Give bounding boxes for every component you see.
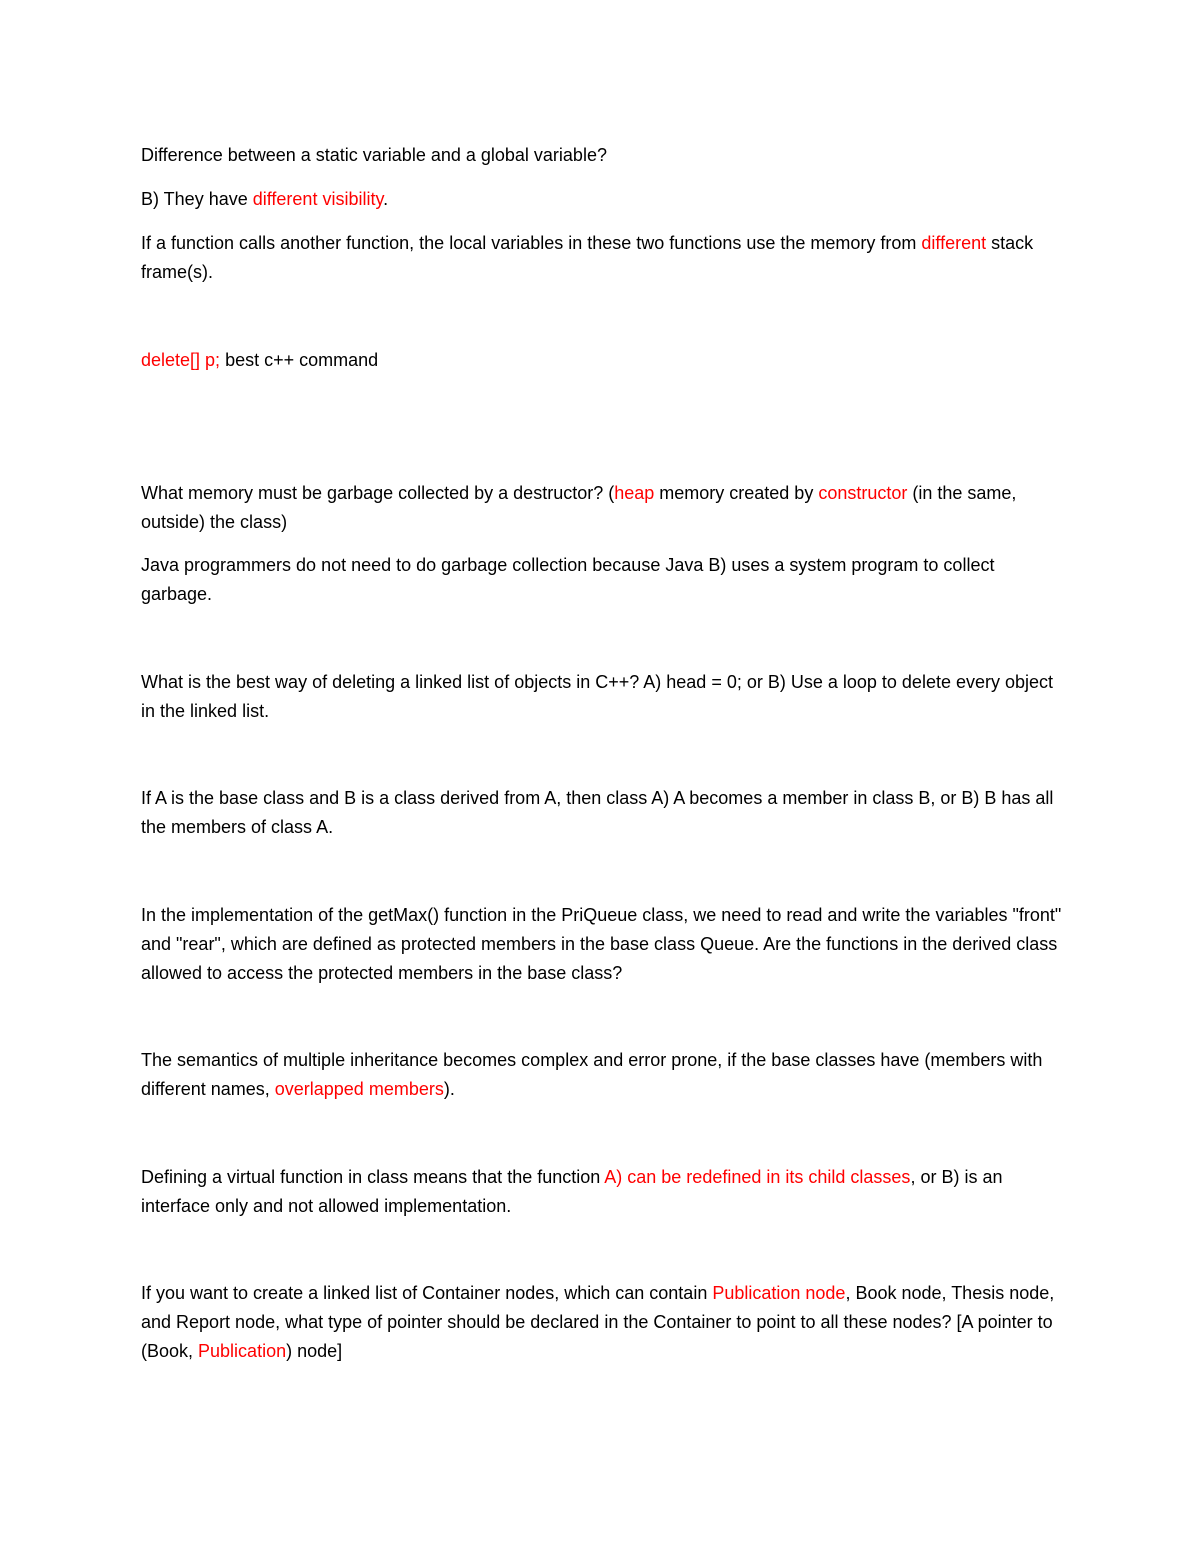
statement-prefix: If a function calls another function, the local variables in these two functions use the memory from	[141, 233, 922, 253]
statement-suffix: best c++ command	[220, 350, 379, 370]
question-prefix: Defining a virtual function in class means that the function	[141, 1167, 605, 1187]
highlighted-answer: heap	[614, 483, 655, 503]
question-prefix: What memory must be garbage collected by a destructor? (	[141, 483, 615, 503]
question-prefix: The semantics of multiple inheritance becomes complex and error prone, if the base classes have (members with different names,	[141, 1050, 1043, 1099]
statement-text: Java programmers do not need to do garbage collection because Java B) uses a system program to collect garbage.	[141, 555, 995, 604]
question-static-vs-global	[141, 141, 1066, 170]
question-middle: , Book node, Thesis node, and Report node, what type of pointer should be declared in the Container to point to all these nodes? [A pointer to (Book,	[141, 1283, 1055, 1361]
question-base-derived-class	[141, 784, 1066, 842]
answer-prefix: B) They have	[141, 189, 253, 209]
question-text: Difference between a static variable and a global variable?	[141, 145, 607, 165]
question-suffix: ).	[443, 1079, 455, 1099]
question-prefix: If you want to create a linked list of Container nodes, which can contain	[141, 1283, 713, 1303]
question-text: In the implementation of the getMax() function in the PriQueue class, we need to read and write the variables "front" and "rear", which are defined as protected members in the base class Queue. Are the functions in the derived class allowed to access the protected members in the base class?	[141, 905, 1062, 983]
question-container-pointer	[141, 1279, 1066, 1366]
question-suffix: (in the same, outside) the class)	[141, 483, 1017, 532]
question-multiple-inheritance	[141, 1046, 1066, 1104]
statement-suffix: stack frame(s).	[141, 233, 1034, 282]
highlighted-answer: Publication node	[712, 1283, 846, 1303]
highlighted-answer: delete[] p;	[141, 350, 221, 370]
question-middle: memory created by	[654, 483, 819, 503]
question-destructor-memory	[141, 479, 1066, 537]
question-delete-linked-list	[141, 668, 1066, 726]
question-suffix: , or B) is an interface only and not allowed implementation.	[141, 1167, 1003, 1216]
statement-java-garbage-collection	[141, 551, 1066, 609]
question-protected-members	[141, 901, 1066, 988]
highlighted-answer: A) can be redefined in its child classes	[604, 1167, 911, 1187]
highlighted-answer: constructor	[818, 483, 908, 503]
highlighted-answer: different	[921, 233, 987, 253]
highlighted-answer: different visibility	[252, 189, 384, 209]
statement-stack-frames	[141, 229, 1066, 287]
statement-delete-command	[141, 346, 1066, 375]
highlighted-answer: overlapped members	[274, 1079, 444, 1099]
answer-different-visibility	[141, 185, 1066, 214]
question-suffix: ) node]	[286, 1341, 343, 1361]
answer-suffix: .	[383, 189, 389, 209]
question-text: If A is the base class and B is a class derived from A, then class A) A becomes a member in class B, or B) B has all the members of class A.	[141, 788, 1054, 837]
question-text: What is the best way of deleting a linked list of objects in C++? A) head = 0; or B) Use a loop to delete every object in the linked list.	[141, 672, 1054, 721]
highlighted-answer: Publication	[198, 1341, 287, 1361]
question-virtual-function	[141, 1163, 1066, 1221]
